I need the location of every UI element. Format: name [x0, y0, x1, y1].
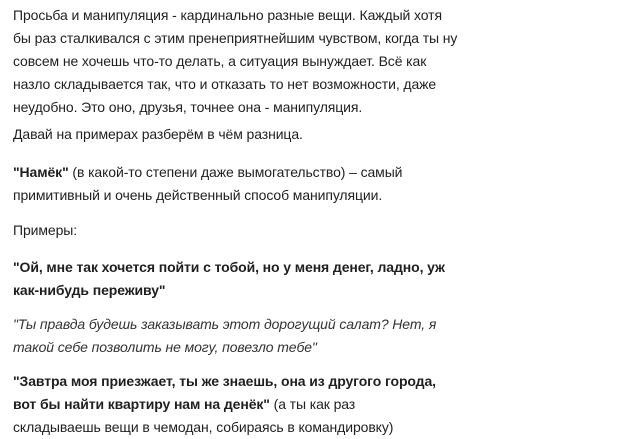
hint-term: "Намёк"	[13, 164, 69, 180]
example-quote-3	[13, 370, 443, 439]
example-quote-2: "Ты правда будешь заказывать этот дорогущий салат? Нет, я такой себе позволить не могу, повезло тебе"	[13, 316, 437, 355]
example-quote-1: "Ой, мне так хочется пойти с тобой, но у меня денег, ладно, уж как-нибудь переживу"	[13, 259, 445, 298]
paragraph-examples-intro: Давай на примерах разберём в чём разница.	[13, 126, 303, 142]
paragraph-examples-label: Примеры:	[13, 222, 78, 238]
hint-description: (в какой-то степени даже вымогательство) – самый примитивный и очень действенный способ манипуляции.	[13, 164, 403, 203]
paragraph-intro: Просьба и манипуляция - кардинально разные вещи. Каждый хотя бы раз сталкивался с этим пренеприятнейшим чувством, когда ты ну совсем не хочешь что-то делать, а ситуация вынуждает. Всё как назло складывается так, что и отказать то нет возможности, даже неудобно. Это оно, друзья, точнее она - манипуляция.	[13, 7, 458, 115]
example-quote-3-note: (а ты как раз складываешь вещи в чемодан, собираясь в командировку)	[13, 396, 394, 435]
paragraph-hint-definition	[13, 161, 483, 207]
example-quote-3-text: "Завтра моя приезжает, ты же знаешь, она из другого города, вот бы найти квартиру нам на денёк"	[13, 373, 436, 412]
